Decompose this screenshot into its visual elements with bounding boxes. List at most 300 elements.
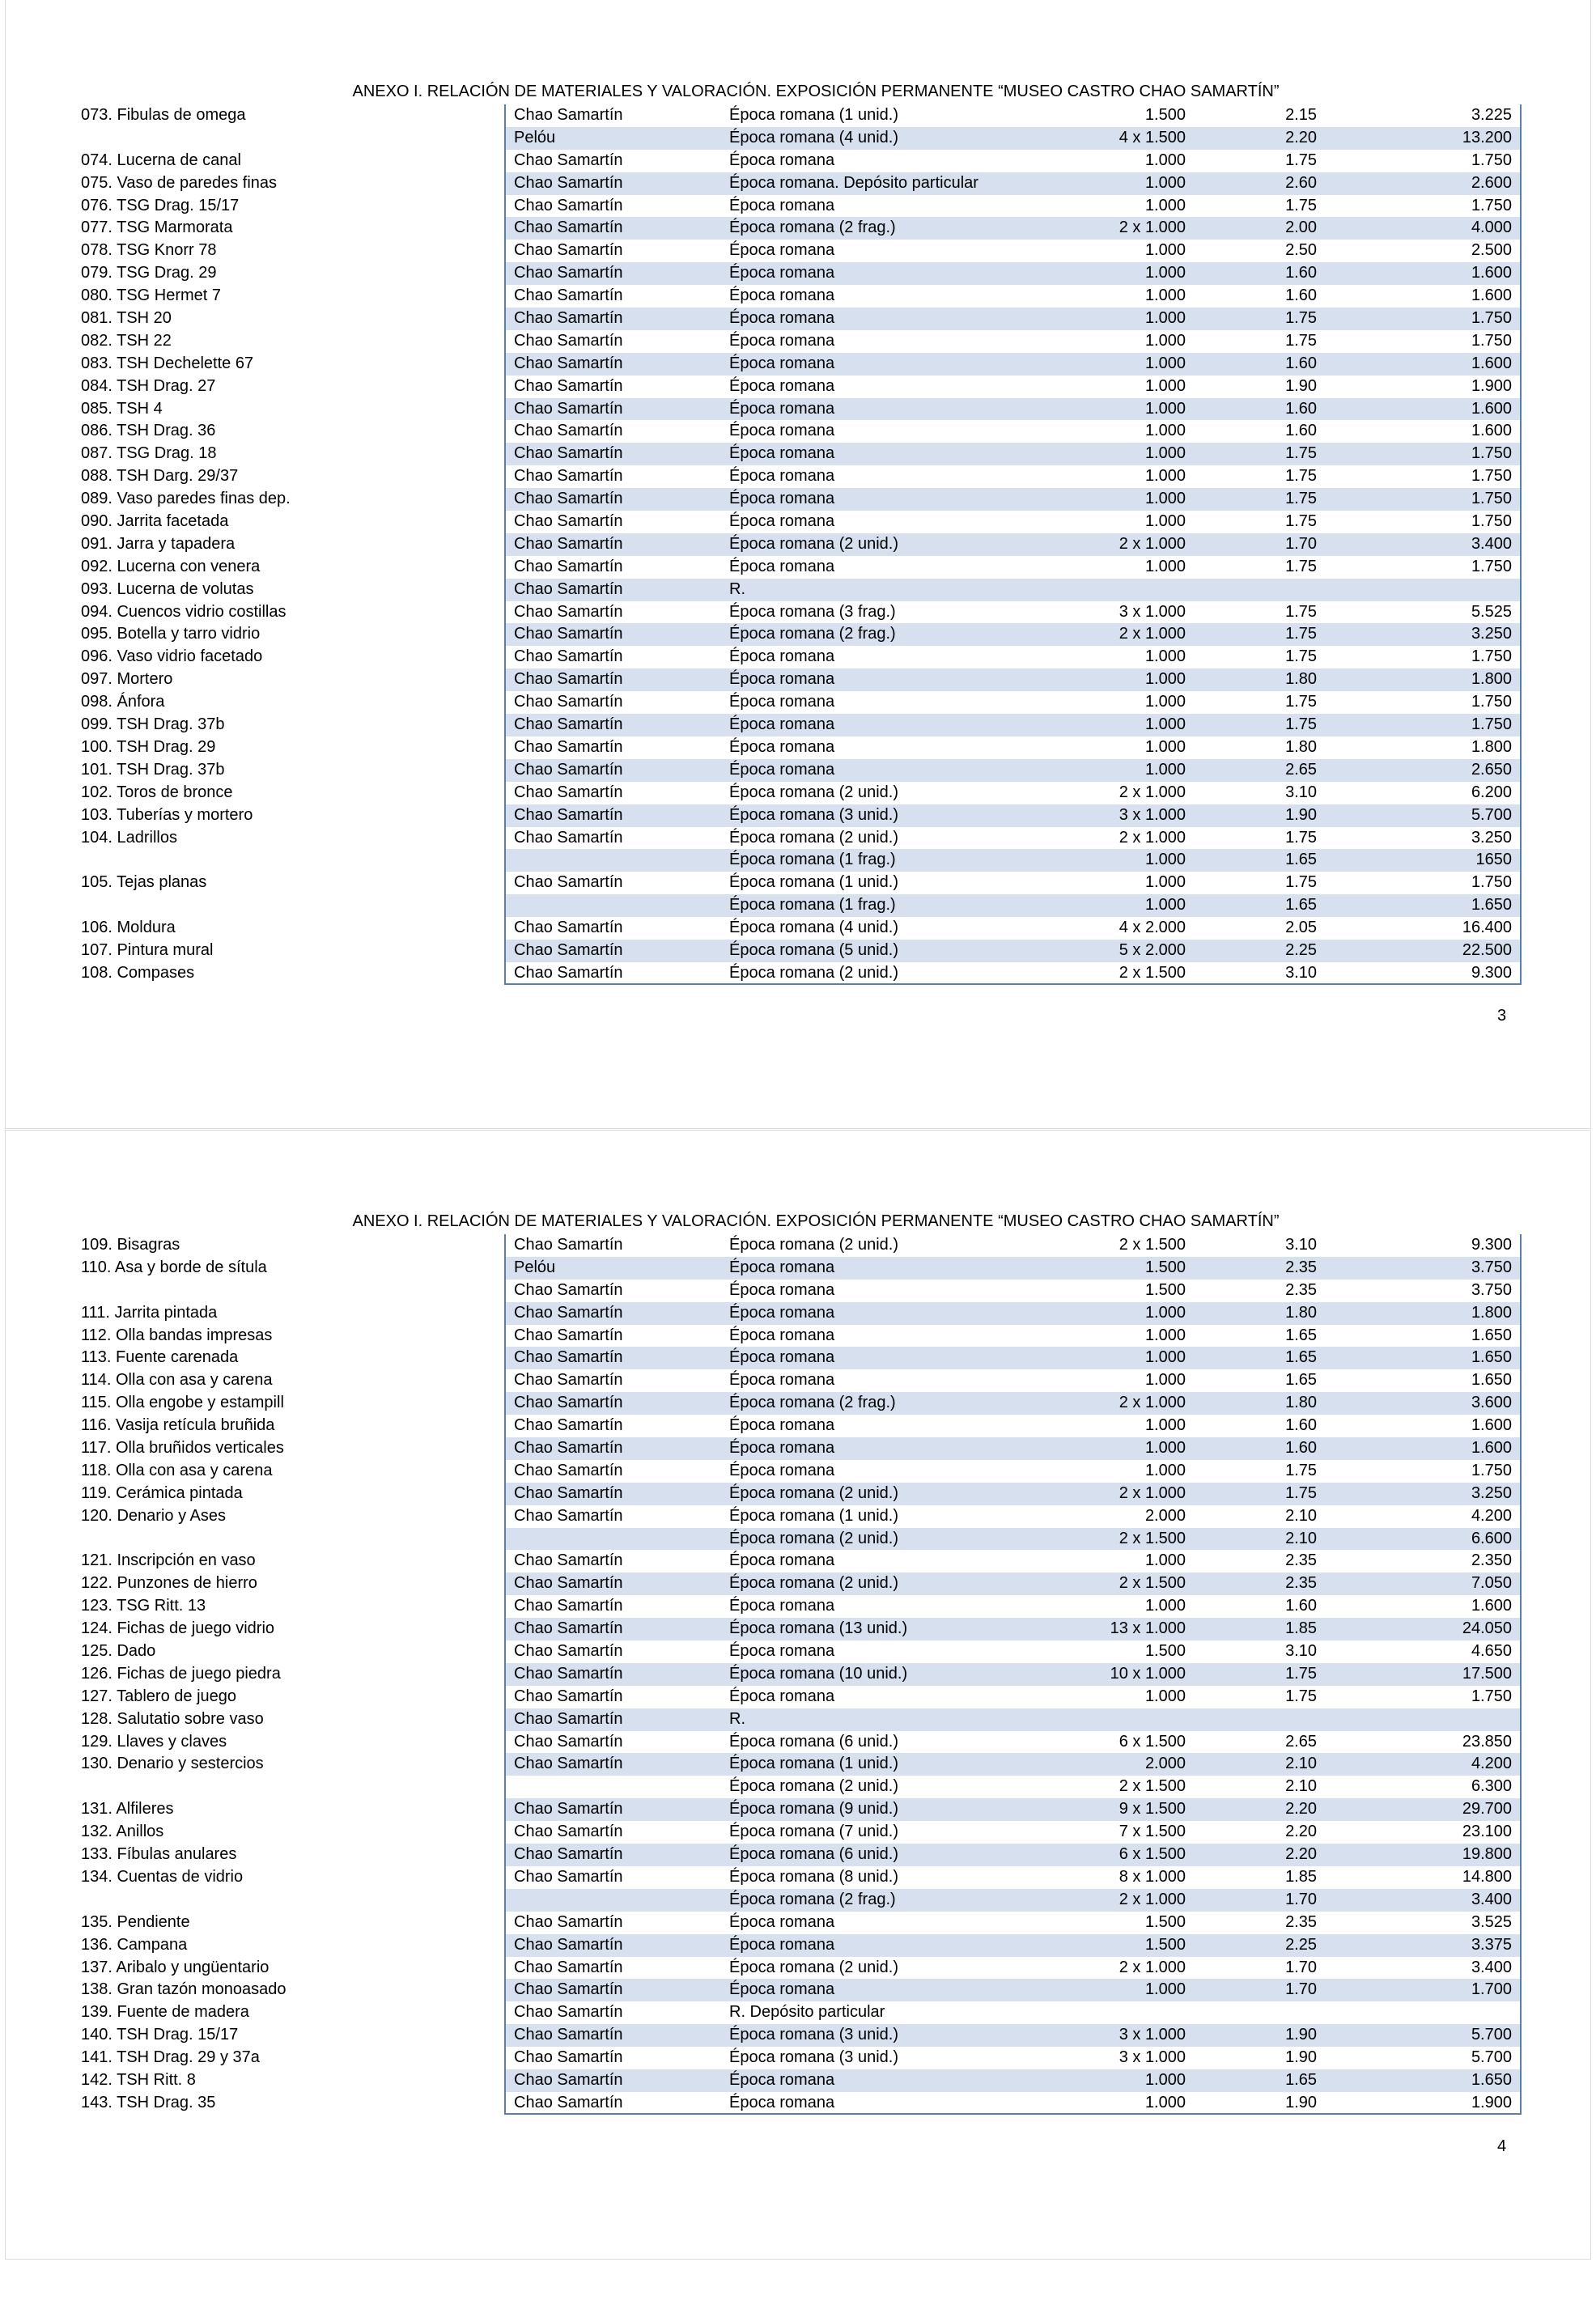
value-cell: 4.650 — [1471, 1642, 1512, 1661]
value-cell: 23.850 — [1462, 1732, 1512, 1751]
quantity-cell: 4 x 1.500 — [1118, 128, 1186, 146]
value-cell: 3.400 — [1471, 534, 1512, 553]
coefficient-cell: 1.65 — [1285, 1326, 1317, 1344]
item-name-cell: 113. Fuente carenada — [81, 1348, 239, 1367]
coefficient-cell: 2.60 — [1285, 173, 1317, 192]
site-cell: Chao Samartín — [514, 1732, 623, 1751]
item-name-cell: 130. Denario y sestercios — [81, 1755, 264, 1773]
value-cell: 3.600 — [1471, 1394, 1512, 1412]
quantity-cell: 1.000 — [1144, 715, 1186, 734]
table-row — [81, 1460, 1522, 1483]
quantity-cell: 1.500 — [1144, 1912, 1186, 1931]
coefficient-cell: 2.20 — [1285, 1823, 1317, 1841]
row-band — [504, 940, 1522, 962]
value-cell: 3.250 — [1471, 1483, 1512, 1502]
value-cell: 1650 — [1475, 851, 1512, 869]
value-cell: 3.400 — [1471, 1890, 1512, 1908]
quantity-cell: 1.000 — [1144, 557, 1186, 575]
quantity-cell: 10 x 1.000 — [1110, 1664, 1186, 1683]
quantity-cell: 6 x 1.500 — [1118, 1845, 1186, 1864]
item-name-cell: 085. TSH 4 — [81, 399, 163, 418]
item-name-cell: 093. Lucerna de volutas — [81, 579, 254, 598]
table-row — [81, 1347, 1522, 1369]
quantity-cell: 3 x 1.000 — [1118, 2048, 1186, 2067]
row-band — [504, 804, 1522, 827]
row-band — [504, 1257, 1522, 1280]
coefficient-cell: 1.70 — [1285, 1980, 1317, 1999]
quantity-cell: 2.000 — [1144, 1506, 1186, 1525]
site-cell: Chao Samartín — [514, 1483, 623, 1502]
item-name-cell: 078. TSG Knorr 78 — [81, 241, 217, 260]
row-band — [504, 759, 1522, 782]
quantity-cell: 1.000 — [1144, 737, 1186, 756]
row-band — [504, 1528, 1522, 1551]
period-cell: Época romana — [729, 1439, 835, 1458]
row-band — [504, 1798, 1522, 1821]
coefficient-cell: 2.05 — [1285, 919, 1317, 937]
site-cell: Chao Samartín — [514, 940, 623, 959]
coefficient-cell: 2.65 — [1285, 760, 1317, 779]
period-cell: Época romana (9 unid.) — [729, 1800, 899, 1819]
item-name-cell: 122. Punzones de hierro — [81, 1574, 257, 1593]
item-name-cell: 108. Compases — [81, 963, 195, 982]
site-cell: Chao Samartín — [514, 490, 623, 508]
coefficient-cell: 3.10 — [1285, 1642, 1317, 1661]
row-band — [504, 579, 1522, 601]
table-row — [81, 398, 1522, 421]
row-band — [504, 511, 1522, 533]
quantity-cell: 1.000 — [1144, 444, 1186, 463]
table-row — [81, 736, 1522, 759]
site-cell: Chao Samartín — [514, 1394, 623, 1412]
coefficient-cell: 1.75 — [1285, 444, 1317, 463]
item-name-cell: 084. TSH Drag. 27 — [81, 376, 216, 395]
row-band — [504, 2047, 1522, 2069]
table-row — [81, 217, 1522, 240]
site-cell: Chao Samartín — [514, 715, 623, 734]
item-name-cell: 091. Jarra y tapadera — [81, 534, 236, 553]
value-cell: 1.900 — [1471, 2093, 1512, 2111]
table-row — [81, 1528, 1522, 1551]
table-row — [81, 1392, 1522, 1415]
table-row — [81, 849, 1522, 872]
quantity-cell: 1.500 — [1144, 1280, 1186, 1299]
period-cell: Época romana — [729, 1416, 835, 1435]
period-cell: Época romana (3 unid.) — [729, 2026, 899, 2044]
site-cell: Chao Samartín — [514, 1371, 623, 1390]
coefficient-cell: 3.10 — [1285, 963, 1317, 982]
value-cell: 2.350 — [1471, 1551, 1512, 1570]
value-cell: 14.800 — [1462, 1867, 1512, 1886]
site-cell: Chao Samartín — [514, 1551, 623, 1570]
coefficient-cell: 1.75 — [1285, 873, 1317, 892]
value-cell: 22.500 — [1462, 940, 1512, 959]
site-cell: Chao Samartín — [514, 467, 623, 486]
row-band — [504, 1505, 1522, 1528]
coefficient-cell: 2.35 — [1285, 1280, 1317, 1299]
materials-table — [81, 1234, 1522, 2115]
quantity-cell: 1.500 — [1144, 1642, 1186, 1661]
table-row — [81, 1731, 1522, 1754]
value-cell: 6.200 — [1471, 783, 1512, 801]
period-cell: Época romana — [729, 1912, 835, 1931]
value-cell: 6.300 — [1471, 1777, 1512, 1796]
item-name-cell: 105. Tejas planas — [81, 873, 207, 892]
row-band — [504, 1912, 1522, 1934]
coefficient-cell: 1.70 — [1285, 1958, 1317, 1976]
item-name-cell: 109. Bisagras — [81, 1236, 180, 1254]
table-row — [81, 1798, 1522, 1821]
table-row — [81, 1369, 1522, 1392]
row-band — [504, 172, 1522, 195]
row-band — [504, 1957, 1522, 1980]
row-band — [504, 1776, 1522, 1798]
table-row — [81, 714, 1522, 736]
period-cell: Época romana (2 unid.) — [729, 1574, 899, 1593]
row-band — [504, 917, 1522, 940]
value-cell: 1.750 — [1471, 490, 1512, 508]
site-cell: Chao Samartín — [514, 1845, 623, 1864]
coefficient-cell: 2.10 — [1285, 1755, 1317, 1773]
period-cell: Época romana (6 unid.) — [729, 1845, 899, 1864]
value-cell: 17.500 — [1462, 1664, 1512, 1683]
value-cell: 1.750 — [1471, 647, 1512, 666]
site-cell: Chao Samartín — [514, 1664, 623, 1683]
quantity-cell: 3 x 1.000 — [1118, 805, 1186, 824]
coefficient-cell: 1.85 — [1285, 1867, 1317, 1886]
table-row — [81, 1934, 1522, 1957]
period-cell: Época romana — [729, 1303, 835, 1322]
quantity-cell: 5 x 2.000 — [1118, 940, 1186, 959]
table-row — [81, 646, 1522, 668]
value-cell: 3.375 — [1471, 1935, 1512, 1954]
row-band — [504, 1483, 1522, 1505]
row-band — [504, 1280, 1522, 1302]
table-row — [81, 1572, 1522, 1595]
row-band — [504, 1595, 1522, 1618]
table-row — [81, 1640, 1522, 1663]
item-name-cell: 102. Toros de bronce — [81, 783, 233, 801]
table-row — [81, 2047, 1522, 2069]
quantity-cell: 2 x 1.000 — [1118, 534, 1186, 553]
item-name-cell: 103. Tuberías y mortero — [81, 805, 253, 824]
period-cell: Época romana — [729, 422, 835, 440]
period-cell: Época romana — [729, 196, 835, 214]
period-cell: Época romana (1 unid.) — [729, 873, 899, 892]
coefficient-cell: 1.75 — [1285, 151, 1317, 169]
item-name-cell: 125. Dado — [81, 1642, 156, 1661]
row-band — [504, 104, 1522, 127]
period-cell: Época romana (2 frag.) — [729, 1394, 896, 1412]
period-cell: Época romana (10 unid.) — [729, 1664, 908, 1683]
row-band — [504, 894, 1522, 917]
period-cell: Época romana (4 unid.) — [729, 128, 899, 146]
coefficient-cell: 2.25 — [1285, 940, 1317, 959]
item-name-cell: 074. Lucerna de canal — [81, 151, 241, 169]
period-cell: Época romana. Depósito particular — [729, 173, 978, 192]
coefficient-cell: 1.85 — [1285, 1619, 1317, 1638]
item-name-cell: 094. Cuencos vidrio costillas — [81, 602, 287, 621]
value-cell: 19.800 — [1462, 1845, 1512, 1864]
period-cell: Época romana — [729, 715, 835, 734]
period-cell: Época romana — [729, 1326, 835, 1344]
site-cell: Chao Samartín — [514, 399, 623, 418]
table-row — [81, 2001, 1522, 2024]
value-cell: 1.600 — [1471, 422, 1512, 440]
quantity-cell: 2 x 1.500 — [1118, 963, 1186, 982]
site-cell: Chao Samartín — [514, 1236, 623, 1254]
value-cell: 1.600 — [1471, 1416, 1512, 1435]
item-name-cell: 120. Denario y Ases — [81, 1506, 226, 1525]
item-name-cell: 119. Cerámica pintada — [81, 1483, 243, 1502]
site-cell: Chao Samartín — [514, 1574, 623, 1593]
row-band — [504, 217, 1522, 240]
page-number: 3 — [1497, 1007, 1507, 1025]
table-row — [81, 1663, 1522, 1686]
row-band — [504, 1686, 1522, 1708]
value-cell: 1.750 — [1471, 512, 1512, 531]
row-band — [504, 533, 1522, 556]
item-name-cell: 135. Pendiente — [81, 1912, 190, 1931]
site-cell: Chao Samartín — [514, 376, 623, 395]
item-name-cell: 089. Vaso paredes finas dep. — [81, 490, 291, 508]
coefficient-cell: 2.35 — [1285, 1912, 1317, 1931]
site-cell: Chao Samartín — [514, 1326, 623, 1344]
value-cell: 4.200 — [1471, 1506, 1512, 1525]
period-cell: Época romana — [729, 1258, 835, 1276]
period-cell: Época romana — [729, 557, 835, 575]
period-cell: Época romana (3 frag.) — [729, 602, 896, 621]
row-band — [504, 1708, 1522, 1731]
value-cell: 5.525 — [1471, 602, 1512, 621]
coefficient-cell: 1.70 — [1285, 1890, 1317, 1908]
row-band — [504, 488, 1522, 511]
quantity-cell: 1.000 — [1144, 1461, 1186, 1479]
value-cell: 1.600 — [1471, 1439, 1512, 1458]
quantity-cell: 1.000 — [1144, 1326, 1186, 1344]
value-cell: 1.750 — [1471, 196, 1512, 214]
period-cell: Época romana — [729, 376, 835, 395]
row-band — [504, 1325, 1522, 1347]
period-cell: Época romana — [729, 490, 835, 508]
table-row — [81, 172, 1522, 195]
item-name-cell: 082. TSH 22 — [81, 331, 172, 350]
table-row — [81, 1686, 1522, 1708]
row-band — [504, 2024, 1522, 2047]
site-cell: Chao Samartín — [514, 2093, 623, 2111]
period-cell: Época romana — [729, 444, 835, 463]
site-cell: Chao Samartín — [514, 647, 623, 666]
quantity-cell: 2.000 — [1144, 1755, 1186, 1773]
site-cell: Chao Samartín — [514, 828, 623, 847]
coefficient-cell: 2.65 — [1285, 1732, 1317, 1751]
period-cell: Época romana — [729, 647, 835, 666]
table-row — [81, 195, 1522, 218]
coefficient-cell: 1.90 — [1285, 2048, 1317, 2067]
value-cell: 9.300 — [1471, 963, 1512, 982]
item-name-cell: 126. Fichas de juego piedra — [81, 1664, 281, 1683]
table-row — [81, 623, 1522, 646]
site-cell: Chao Samartín — [514, 737, 623, 756]
site-cell: Chao Samartín — [514, 783, 623, 801]
row-band — [504, 1437, 1522, 1460]
item-name-cell: 115. Olla engobe y estampill — [81, 1394, 284, 1412]
value-cell: 5.700 — [1471, 2026, 1512, 2044]
period-cell: Época romana — [729, 1935, 835, 1954]
item-name-cell: 095. Botella y tarro vidrio — [81, 625, 261, 643]
site-cell: Chao Samartín — [514, 693, 623, 711]
quantity-cell: 1.000 — [1144, 1416, 1186, 1435]
quantity-cell: 1.000 — [1144, 490, 1186, 508]
coefficient-cell: 2.50 — [1285, 241, 1317, 260]
value-cell: 1.800 — [1471, 737, 1512, 756]
quantity-cell: 9 x 1.500 — [1118, 1800, 1186, 1819]
row-band — [504, 736, 1522, 759]
table-row — [81, 285, 1522, 308]
coefficient-cell: 2.25 — [1285, 1935, 1317, 1954]
period-cell: Época romana — [729, 1551, 835, 1570]
quantity-cell: 1.000 — [1144, 760, 1186, 779]
value-cell: 1.650 — [1471, 896, 1512, 915]
row-band — [504, 1415, 1522, 1437]
item-name-cell: 118. Olla con asa y carena — [81, 1461, 273, 1479]
item-name-cell: 127. Tablero de juego — [81, 1687, 237, 1705]
table-row — [81, 240, 1522, 262]
quantity-cell: 3 x 1.000 — [1118, 2026, 1186, 2044]
table-row — [81, 917, 1522, 940]
value-cell: 1.800 — [1471, 670, 1512, 689]
value-cell: 5.700 — [1471, 2048, 1512, 2067]
quantity-cell: 1.500 — [1144, 1935, 1186, 1954]
value-cell: 23.100 — [1462, 1823, 1512, 1841]
value-cell: 1.750 — [1471, 1461, 1512, 1479]
row-band — [504, 376, 1522, 398]
item-name-cell: 106. Moldura — [81, 919, 176, 937]
period-cell: Época romana (2 frag.) — [729, 219, 896, 237]
row-band — [504, 1302, 1522, 1325]
table-row — [81, 1483, 1522, 1505]
site-cell: Chao Samartín — [514, 1912, 623, 1931]
table-row — [81, 1821, 1522, 1844]
site-cell: Chao Samartín — [514, 1755, 623, 1773]
value-cell: 1.800 — [1471, 1303, 1512, 1322]
item-name-cell: 073. Fibulas de omega — [81, 106, 246, 124]
quantity-cell: 3 x 1.000 — [1118, 602, 1186, 621]
quantity-cell: 1.000 — [1144, 647, 1186, 666]
quantity-cell: 1.000 — [1144, 196, 1186, 214]
value-cell: 1.750 — [1471, 715, 1512, 734]
period-cell: Época romana — [729, 1371, 835, 1390]
quantity-cell: 1.000 — [1144, 693, 1186, 711]
table-row — [81, 1550, 1522, 1572]
row-band — [504, 1821, 1522, 1844]
coefficient-cell: 1.75 — [1285, 828, 1317, 847]
item-name-cell: 077. TSG Marmorata — [81, 219, 233, 237]
site-cell: Chao Samartín — [514, 1867, 623, 1886]
table-row — [81, 376, 1522, 398]
period-cell: Época romana — [729, 331, 835, 350]
period-cell: Época romana — [729, 693, 835, 711]
table-row — [81, 759, 1522, 782]
row-band — [504, 1889, 1522, 1912]
quantity-cell: 1.000 — [1144, 896, 1186, 915]
period-cell: Época romana (2 unid.) — [729, 1958, 899, 1976]
coefficient-cell: 1.75 — [1285, 1687, 1317, 1705]
period-cell: Época romana — [729, 1642, 835, 1661]
site-cell: Chao Samartín — [514, 264, 623, 282]
row-band — [504, 150, 1522, 172]
table-row — [81, 1957, 1522, 1980]
table-row — [81, 443, 1522, 465]
period-cell: Época romana (1 unid.) — [729, 106, 899, 124]
item-name-cell: 097. Mortero — [81, 670, 173, 689]
quantity-cell: 1.500 — [1144, 1258, 1186, 1276]
row-band — [504, 465, 1522, 488]
value-cell: 1.600 — [1471, 264, 1512, 282]
site-cell: Chao Samartín — [514, 579, 623, 598]
item-name-cell: 079. TSG Drag. 29 — [81, 264, 217, 282]
quantity-cell: 1.000 — [1144, 2093, 1186, 2111]
value-cell: 5.700 — [1471, 805, 1512, 824]
site-cell: Chao Samartín — [514, 873, 623, 892]
quantity-cell: 2 x 1.000 — [1118, 783, 1186, 801]
value-cell: 3.250 — [1471, 625, 1512, 643]
coefficient-cell: 1.75 — [1285, 1483, 1317, 1502]
item-name-cell: 123. TSG Ritt. 13 — [81, 1597, 206, 1615]
table-row — [81, 894, 1522, 917]
table-row — [81, 1844, 1522, 1866]
quantity-cell: 1.000 — [1144, 670, 1186, 689]
coefficient-cell: 1.80 — [1285, 737, 1317, 756]
site-cell: Chao Samartín — [514, 760, 623, 779]
site-cell: Chao Samartín — [514, 331, 623, 350]
quantity-cell: 1.000 — [1144, 1348, 1186, 1367]
value-cell: 1.600 — [1471, 286, 1512, 305]
coefficient-cell: 2.35 — [1285, 1258, 1317, 1276]
site-cell: Chao Samartín — [514, 286, 623, 305]
table-row — [81, 262, 1522, 285]
row-band — [504, 872, 1522, 894]
coefficient-cell: 1.75 — [1285, 693, 1317, 711]
item-name-cell: 110. Asa y borde de sítula — [81, 1258, 267, 1276]
site-cell: Chao Samartín — [514, 919, 623, 937]
period-cell: Época romana (2 unid.) — [729, 1483, 899, 1502]
row-band — [504, 601, 1522, 624]
site-cell: Chao Samartín — [514, 354, 623, 372]
row-band — [504, 2001, 1522, 2024]
period-cell: Época romana (1 unid.) — [729, 1755, 899, 1773]
period-cell: Época romana (2 unid.) — [729, 1777, 899, 1796]
site-cell: Chao Samartín — [514, 1958, 623, 1976]
coefficient-cell: 2.35 — [1285, 1551, 1317, 1570]
table-row — [81, 1776, 1522, 1798]
site-cell: Chao Samartín — [514, 241, 623, 260]
quantity-cell: 2 x 1.000 — [1118, 1483, 1186, 1502]
row-band — [504, 127, 1522, 150]
coefficient-cell: 1.90 — [1285, 2026, 1317, 2044]
quantity-cell: 1.000 — [1144, 1597, 1186, 1615]
site-cell: Chao Samartín — [514, 1709, 623, 1728]
item-name-cell: 101. TSH Drag. 37b — [81, 760, 225, 779]
page-number: 4 — [1497, 2137, 1507, 2155]
coefficient-cell: 1.75 — [1285, 490, 1317, 508]
value-cell: 1.750 — [1471, 331, 1512, 350]
quantity-cell: 1.000 — [1144, 2070, 1186, 2089]
value-cell: 1.750 — [1471, 309, 1512, 328]
row-band — [504, 827, 1522, 850]
item-name-cell: 104. Ladrillos — [81, 828, 177, 847]
value-cell: 3.750 — [1471, 1258, 1512, 1276]
